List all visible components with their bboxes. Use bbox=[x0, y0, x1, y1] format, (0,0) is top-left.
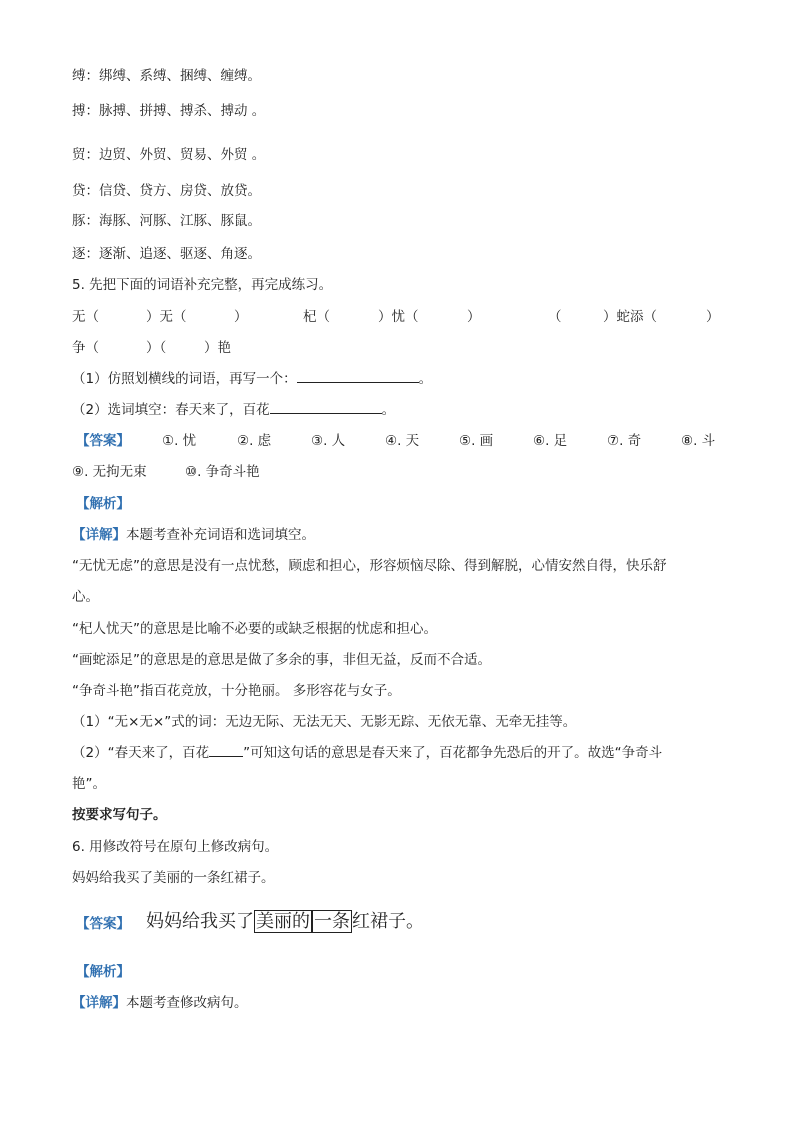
section-title: 按要求写句子。 bbox=[72, 807, 167, 823]
answer-6-part-a: 妈妈给我买了 bbox=[146, 911, 254, 932]
fill-hua-mid: ）蛇添（ bbox=[603, 309, 657, 325]
answer-6-tag: 【答案】 bbox=[76, 916, 130, 932]
subquestion-2-text: （2）选词填空：春天来了，百花 bbox=[72, 402, 270, 418]
correction-box-1: 美丽的 bbox=[256, 911, 310, 932]
fill-qi-close: ） bbox=[467, 309, 481, 325]
line-fu: 缚：绑缚、系缚、捆缚、缠缚。 bbox=[72, 68, 261, 84]
subquestion-1-end: 。 bbox=[418, 371, 433, 387]
answer-2: ②. 虑 bbox=[237, 433, 272, 449]
explain-2: “杞人忧天”的意思是比喻不必要的或缺乏根据的忧虑和担心。 bbox=[72, 621, 437, 637]
question-6-sentence: 妈妈给我买了美丽的一条红裙子。 bbox=[72, 870, 275, 886]
correction-box-2: 一条 bbox=[314, 911, 350, 932]
subquestion-1 bbox=[72, 370, 432, 388]
explain-0: “无忧无虑”的意思是没有一点忧愁，顾虑和担心，形容烦恼尽除、得到解脱，心情安然自得，快乐舒 bbox=[72, 558, 667, 574]
subquestion-2-end: 。 bbox=[381, 402, 396, 418]
fill-zheng-open: 争（ bbox=[72, 340, 99, 356]
answer-8: ⑧. 斗 bbox=[681, 433, 716, 449]
line-dai: 贷：信贷、贷方、房贷、放贷。 bbox=[72, 183, 261, 199]
explain-6-b: ”可知这句话的意思是春天来了，百花都争先恐后的开了。故选“争奇斗 bbox=[243, 745, 663, 761]
fill-wu-close: ） bbox=[234, 309, 248, 325]
explain-7: 艳”。 bbox=[72, 776, 106, 792]
fill-hua-close: ） bbox=[706, 309, 720, 325]
detail-tag-2: 【详解】 bbox=[72, 995, 126, 1011]
explain-1: 心。 bbox=[72, 589, 99, 605]
answer-blank-2[interactable] bbox=[270, 401, 382, 414]
answer-5: ⑤. 画 bbox=[459, 433, 494, 449]
answer-10: ⑩. 争奇斗艳 bbox=[185, 464, 260, 480]
question-5: 5. 先把下面的词语补充完整，再完成练习。 bbox=[72, 277, 333, 293]
explain-blank bbox=[209, 744, 243, 757]
fill-qi-open: 杞（ bbox=[303, 309, 330, 325]
detail-text-2: 本题考查修改病句。 bbox=[126, 995, 248, 1011]
detail-text: 本题考查补充词语和选词填空。 bbox=[126, 527, 315, 543]
explain-3: “画蛇添足”的意思是的意思是做了多余的事，非但无益，反而不合适。 bbox=[72, 652, 491, 668]
answer-tag: 【答案】 bbox=[76, 433, 130, 449]
explain-6 bbox=[72, 744, 662, 762]
question-6: 6. 用修改符号在原句上修改病句。 bbox=[72, 839, 279, 855]
line-mao: 贸：边贸、外贸、贸易、外贸 。 bbox=[72, 147, 266, 163]
answer-blank-1[interactable] bbox=[297, 370, 419, 383]
analysis-tag-2: 【解析】 bbox=[76, 964, 130, 980]
fill-zheng-close: ）艳 bbox=[204, 340, 231, 356]
answer-9: ⑨. 无拘无束 bbox=[72, 464, 147, 480]
fill-wu-mid: ）无（ bbox=[146, 309, 187, 325]
answer-6-part-d: 红裙子。 bbox=[352, 911, 424, 932]
fill-zheng-mid: ）（ bbox=[146, 340, 167, 356]
line-bo: 搏：脉搏、拼搏、搏杀、搏动 。 bbox=[72, 103, 266, 119]
fill-wu-open: 无（ bbox=[72, 309, 99, 325]
answer-3: ③. 人 bbox=[311, 433, 346, 449]
answer-6: ⑥. 足 bbox=[533, 433, 568, 449]
answer-4: ④. 天 bbox=[385, 433, 420, 449]
fill-qi-mid: ）忧（ bbox=[378, 309, 419, 325]
answer-7: ⑦. 奇 bbox=[607, 433, 642, 449]
fill-hua-open: （ bbox=[548, 309, 562, 325]
analysis-tag: 【解析】 bbox=[76, 496, 130, 512]
detail-line-2 bbox=[72, 994, 248, 1012]
answer-1: ①. 忧 bbox=[162, 433, 197, 449]
detail-tag: 【详解】 bbox=[72, 527, 126, 543]
subquestion-2 bbox=[72, 401, 395, 419]
detail-line bbox=[72, 526, 315, 544]
explain-5: （1）“无×无×”式的词：无边无际、无法无天、无影无踪、无依无靠、无牵无挂等。 bbox=[72, 714, 577, 730]
explain-6-a: （2）“春天来了，百花 bbox=[72, 745, 210, 761]
line-tun: 豚：海豚、河豚、江豚、豚鼠。 bbox=[72, 213, 261, 229]
subquestion-1-text: （1）仿照划横线的词语，再写一个： bbox=[72, 371, 297, 387]
line-zhu: 逐：逐渐、追逐、驱逐、角逐。 bbox=[72, 246, 261, 262]
answer-6-sentence bbox=[146, 910, 424, 934]
explain-4: “争奇斗艳”指百花竞放，十分艳丽。 多形容花与女子。 bbox=[72, 683, 401, 699]
